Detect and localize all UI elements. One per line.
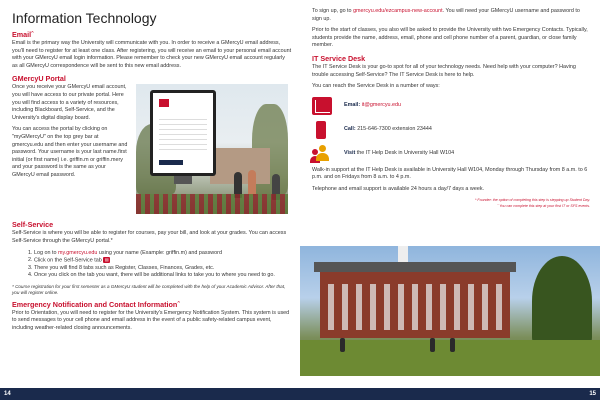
list-item: 2. Click on the Self-Service tab ▤ bbox=[34, 257, 292, 265]
envelope-icon bbox=[312, 97, 332, 115]
contact-email: Email: it@gmercyu.edu bbox=[312, 95, 590, 119]
contact-call: Call: 215-646-7300 extension 23444 bbox=[312, 119, 590, 143]
list-item: 1. Log on to my.gmercyu.edu using your name (Example: griffin.m) and password bbox=[34, 250, 292, 257]
self-service-steps bbox=[12, 250, 292, 280]
emergency-body: Prior to Orientation, you will need to register for the University's Emergency Notification System. This system is used to send messages to your cell phone and email address in the event of a public safety-related campus event, including weather-related closing announcements. bbox=[12, 309, 290, 331]
contact-visit: Visit the IT Help Desk in University Hall W104 bbox=[312, 143, 590, 167]
emergency-heading: Emergency Notification and Contact Informationˆ bbox=[12, 299, 180, 309]
portal-section bbox=[12, 84, 292, 216]
page-title: Information Technology bbox=[12, 10, 157, 26]
self-service-heading: Self-Service bbox=[12, 220, 54, 230]
portal-body-1: Once you receive your GMercyU email account, you will have access to our private portal. Here you will find access to a variety of resources, including Blackboard, Self-Service, and the University's digital display board. bbox=[12, 84, 127, 121]
portal-photo bbox=[136, 84, 288, 214]
footnote: * Course registration for your first semester as a GMercyU student will be completed with the help of your Academic Advisor. After that, you will register online. bbox=[12, 283, 286, 295]
left-page bbox=[0, 0, 300, 388]
walkin-text: Walk-in support at the IT Help Desk is available in University Hall W104, Monday through Thursday from 8 a.m. to 6 p.m. and on Fridays from 8 a.m. to 4 p.m. bbox=[312, 166, 588, 181]
page-number-left: 14 bbox=[4, 391, 11, 397]
list-item: 4. Once you click on the tab you want, there will be additional links to take you to where you need to go. bbox=[34, 272, 292, 279]
phone-support-text: Telephone and email support is available 24 hours a day/7 days a week. bbox=[312, 185, 485, 192]
fine-print-2: ˆ You can complete this step at your first IT or SFS events. bbox=[497, 204, 590, 209]
list-item: 3. There you will find 8 tabs such as Register, Classes, Finances, Grades, etc. bbox=[34, 265, 292, 272]
self-service-intro: Self-Service is where you will be able to register for courses, pay your bill, and look at your grades. You can access Self-Service through the GMercyU portal.* bbox=[12, 230, 287, 244]
email-heading: Emailˆ bbox=[12, 30, 34, 39]
signup-text: To sign up, go to gmercyu.edu/ezcampus-new-account. You will need your GMercyU username and password to sign up. bbox=[312, 8, 580, 22]
page-number-right: 15 bbox=[589, 391, 596, 397]
signup-link[interactable]: gmercyu.edu/ezcampus-new-account bbox=[353, 8, 443, 14]
emergency-contacts-text: Prior to the start of classes, you also will be asked to provide the University with two Emergency Contacts. Typically, students provide the name, address, email, phone and cell phone number of a parent, guardian, or close family member. bbox=[312, 27, 588, 49]
page-footer bbox=[0, 388, 600, 400]
portal-link[interactable]: my.gmercyu.edu bbox=[57, 249, 98, 256]
email-body: Email is the primary way the University will communicate with you. In order to receive a GMercyU email address, you'll need to register for at least one class. After registering, you will receive an email to your personal email account with your GMercyU email login information. Please remember to check your new GMercyU email account regularly as all GMercyU correspondence will be sent to this new email address. bbox=[12, 40, 292, 69]
campus-photo bbox=[300, 246, 600, 376]
service-desk-heading: IT Service Desk bbox=[312, 53, 366, 63]
computer-monitor-image bbox=[150, 90, 216, 176]
phone-icon bbox=[316, 121, 326, 139]
it-email-link[interactable]: it@gmercyu.edu bbox=[361, 101, 402, 108]
fine-print-1: * Founder: the option of completing this step is stepping up Student Day. bbox=[474, 197, 590, 202]
people-icon bbox=[312, 145, 332, 163]
portal-body-2: You can access the portal by clicking on "myGMercyU" on the top grey bar at gmercyu.edu and then enter your username and password. Your username is your last name.first initial (or first name) i.e. griffin.m or griffin.mery and your password is the same as your GMercyU email password. bbox=[12, 126, 128, 178]
phone-number: 215-646-7300 extension 23444 bbox=[357, 125, 432, 132]
portal-heading: GMercyU Portal bbox=[12, 74, 66, 84]
service-desk-body: The IT Service Desk is your go-to spot for all of your technology needs. Need help with your computer? Having trouble accessing Self-Service? The IT Service Desk is here to help. bbox=[312, 63, 576, 78]
help-desk-location: the IT Help Desk in University Hall W104 bbox=[356, 149, 455, 156]
self-service-tab-icon: ▤ bbox=[104, 256, 109, 262]
service-desk-reach: You can reach the Service Desk in a number of ways: bbox=[312, 83, 440, 90]
